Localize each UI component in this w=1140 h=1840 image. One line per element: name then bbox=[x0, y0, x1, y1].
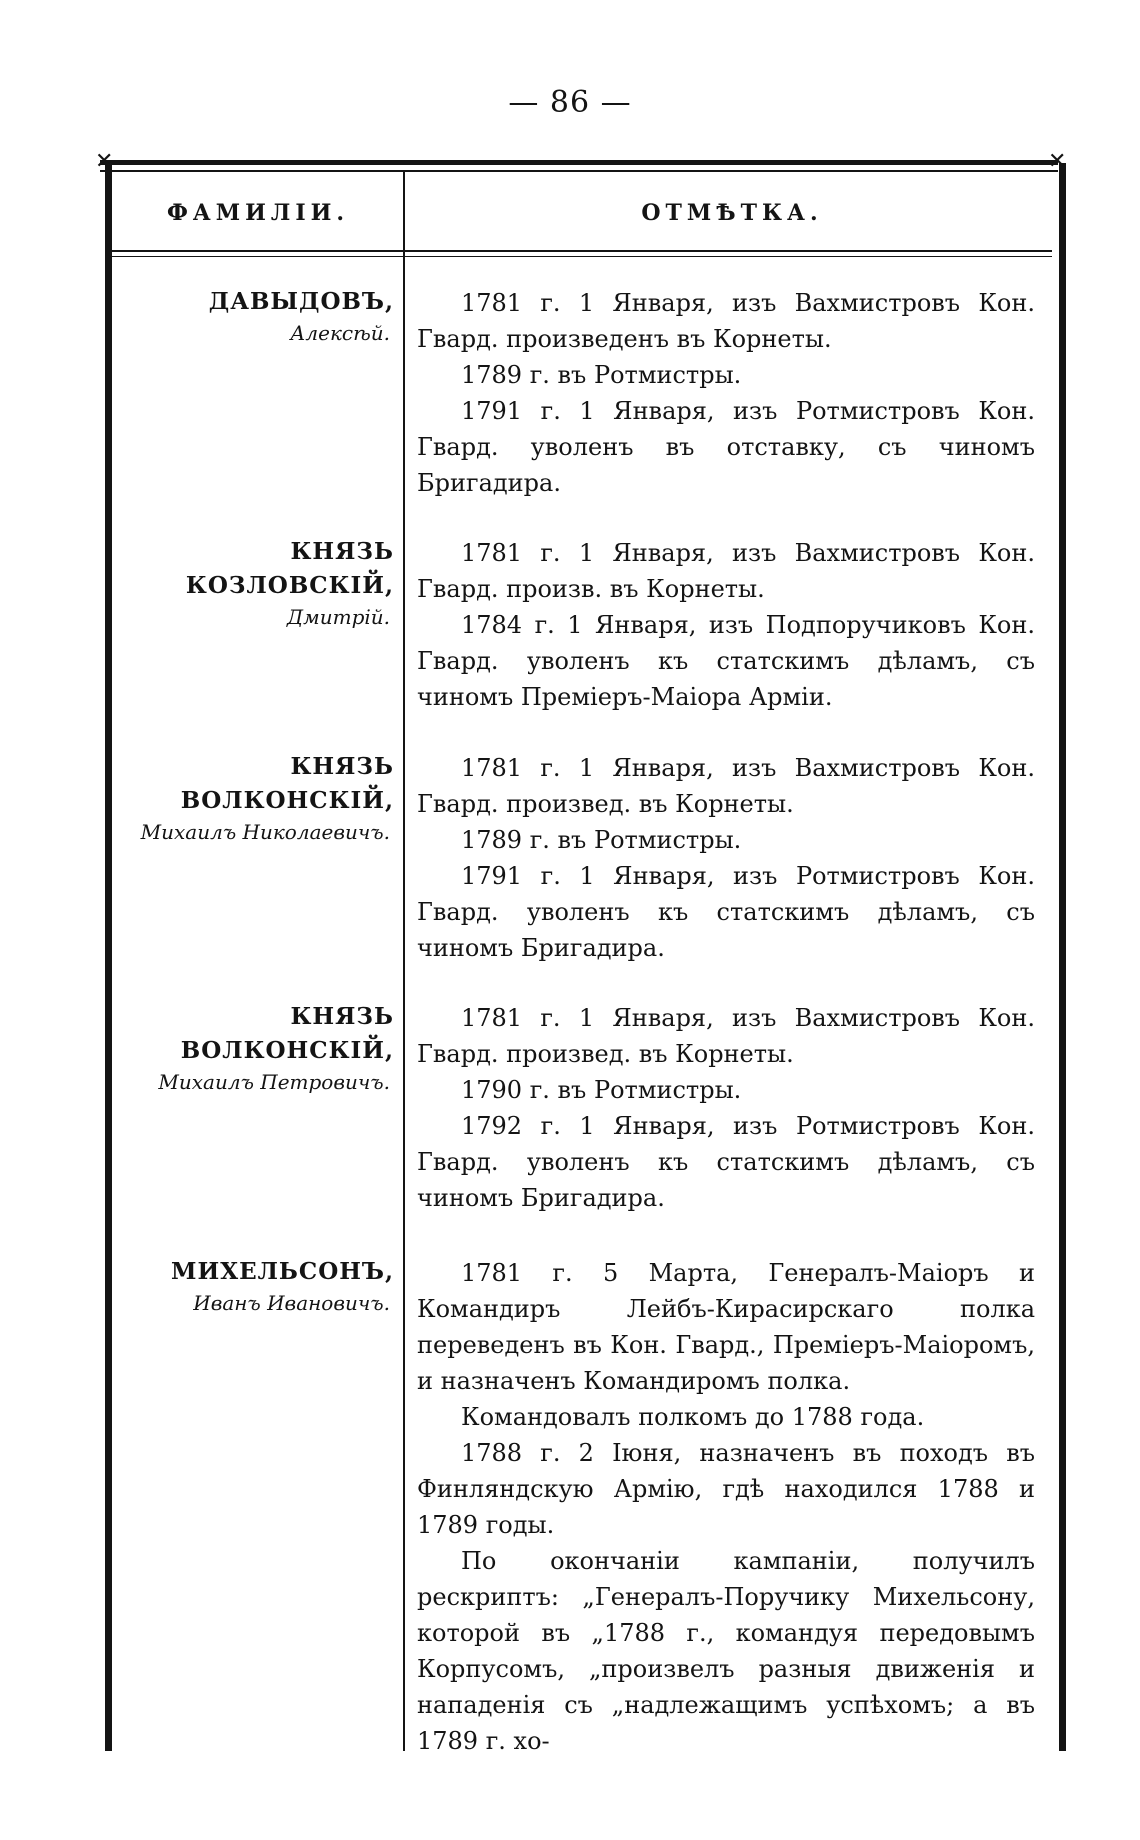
record-paragraph: 1781 г. 1 Января, изъ Вахмистровъ Кон. Гвард. произв. въ Корнеты. bbox=[417, 539, 1035, 603]
surname: КНЯЗЬ ВОЛКОНСКІЙ, bbox=[180, 753, 394, 814]
surname: КНЯЗЬ КОЗЛОВСКІЙ, bbox=[185, 538, 394, 599]
record-paragraph: 1789 г. въ Ротмистры. bbox=[461, 826, 742, 854]
surname: МИХЕЛЬСОНЪ, bbox=[171, 1258, 394, 1285]
page-number: — 86 — bbox=[508, 85, 632, 120]
given-name: Михаилъ Петровичъ. bbox=[158, 1070, 390, 1094]
surname: ДАВЫДОВЪ, bbox=[208, 288, 394, 315]
name-block bbox=[112, 1255, 394, 1317]
header-rule bbox=[112, 250, 1052, 252]
given-name: Алексѣй. bbox=[290, 321, 390, 345]
name-block bbox=[112, 535, 394, 631]
record-paragraph: 1781 г. 1 Января, изъ Вахмистровъ Кон. Гвард. произведенъ въ Корнеты. bbox=[417, 289, 1035, 353]
given-name: Михаилъ Николаевичъ. bbox=[140, 820, 390, 844]
record-paragraph: 1792 г. 1 Января, изъ Ротмистровъ Кон. Гвард. уволенъ къ статскимъ дѣламъ, съ чиномъ Бригадира. bbox=[417, 1112, 1035, 1212]
record-text bbox=[417, 535, 1035, 715]
given-name: Иванъ Ивановичъ. bbox=[193, 1291, 390, 1315]
name-block bbox=[112, 285, 394, 347]
record-paragraph: 1781 г. 5 Марта, Генералъ-Маiоръ и Командиръ Лейбъ-Кирасирскаго полка переведенъ въ Кон. Гвард., Премiеръ-Маiоромъ, и назначенъ Командиромъ полка. bbox=[417, 1259, 1035, 1395]
header-surnames: ФАМИЛІИ. bbox=[166, 200, 350, 226]
corner-ornament-left-icon: ✕ bbox=[95, 149, 114, 174]
header-notes: ОТМѢТКА. bbox=[641, 200, 823, 226]
record-paragraph: 1781 г. 1 Января, изъ Вахмистровъ Кон. Гвард. произвед. въ Корнеты. bbox=[417, 754, 1035, 818]
record-paragraph: 1791 г. 1 Января, изъ Ротмистровъ Кон. Гвард. уволенъ къ статскимъ дѣламъ, съ чиномъ Бригадира. bbox=[417, 862, 1035, 962]
record-paragraph: 1784 г. 1 Января, изъ Подпоручиковъ Кон. Гвард. уволенъ къ статскимъ дѣламъ, съ чиномъ Премiеръ-Маiора Армiи. bbox=[417, 611, 1035, 711]
record-text bbox=[417, 750, 1035, 966]
corner-ornament-right-icon: ✕ bbox=[1048, 149, 1067, 174]
record-paragraph: 1790 г. въ Ротмистры. bbox=[461, 1076, 742, 1104]
column-divider bbox=[403, 172, 405, 1751]
record-paragraph: Командовалъ полкомъ до 1788 года. bbox=[461, 1403, 925, 1431]
record-text bbox=[417, 1000, 1035, 1216]
record-paragraph: 1789 г. въ Ротмистры. bbox=[461, 361, 742, 389]
name-block bbox=[112, 1000, 394, 1096]
record-text bbox=[417, 285, 1035, 501]
record-paragraph: По окончанiи кампанiи, получилъ рескриптъ: „Генералъ-Поручику Михельсону, которой въ „1788 г., командуя передовымъ Корпусомъ, „произвелъ разныя движенiя и нападенiя съ „надлежащимъ успѣхомъ; а въ 1789 г. хо- bbox=[417, 1547, 1035, 1755]
given-name: Дмитрій. bbox=[286, 605, 390, 629]
record-paragraph: 1788 г. 2 Iюня, назначенъ въ походъ въ Финляндскую Армiю, гдѣ находился 1788 и 1789 годы. bbox=[417, 1439, 1035, 1539]
record-paragraph: 1781 г. 1 Января, изъ Вахмистровъ Кон. Гвард. произвед. въ Корнеты. bbox=[417, 1004, 1035, 1068]
surname: КНЯЗЬ ВОЛКОНСКІЙ, bbox=[180, 1003, 394, 1064]
record-text bbox=[417, 1255, 1035, 1759]
name-block bbox=[112, 750, 394, 846]
header-rule-thin bbox=[112, 256, 1052, 257]
record-paragraph: 1791 г. 1 Января, изъ Ротмистровъ Кон. Гвард. уволенъ въ отставку, съ чиномъ Бригадира. bbox=[417, 397, 1035, 497]
